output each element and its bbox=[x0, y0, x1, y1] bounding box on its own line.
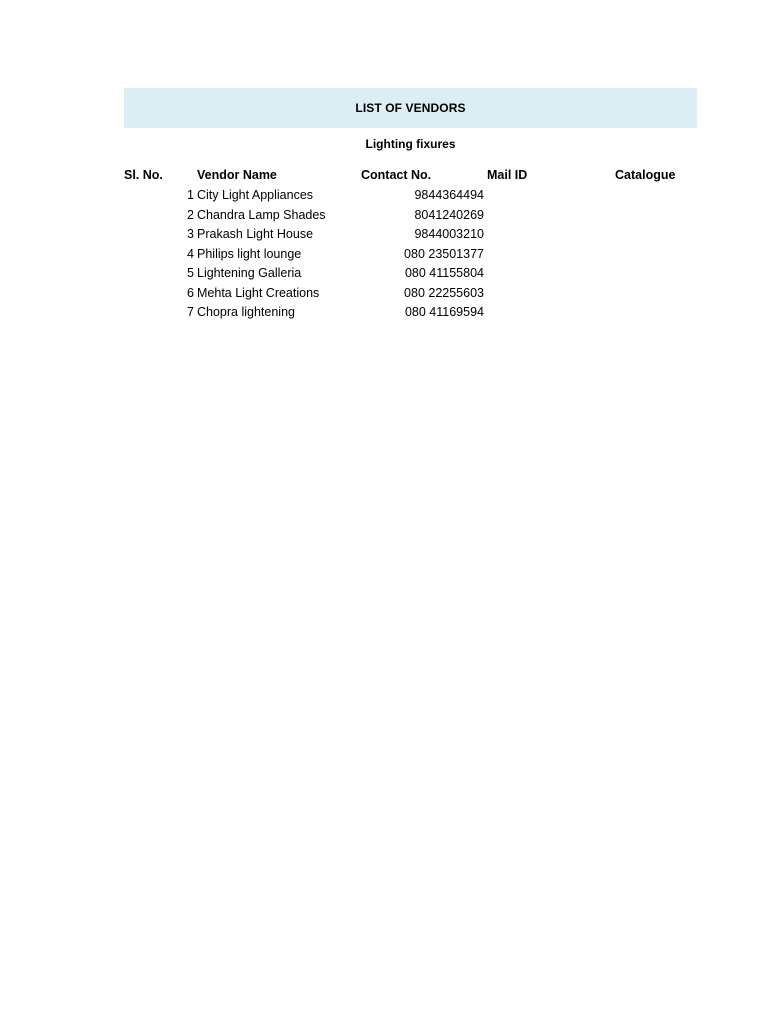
table-row bbox=[124, 186, 697, 206]
vendor-name-cell: Philips light lounge bbox=[197, 246, 302, 261]
header-contact-no: Contact No. bbox=[361, 168, 432, 182]
sl-no-cell: 5 bbox=[187, 266, 194, 280]
contact-no-cell: 080 22255603 bbox=[404, 285, 484, 300]
table-row bbox=[124, 225, 697, 245]
contact-no-cell: 9844003210 bbox=[414, 227, 484, 241]
vendor-name-cell: Chandra Lamp Shades bbox=[197, 207, 326, 222]
sl-no-cell: 7 bbox=[187, 305, 194, 319]
sl-no-cell: 6 bbox=[187, 285, 194, 300]
table-row bbox=[124, 206, 697, 226]
vendor-name-cell: Prakash Light House bbox=[197, 227, 314, 241]
table-row bbox=[124, 264, 697, 284]
table-row bbox=[124, 245, 697, 265]
vendor-name-cell: Mehta Light Creations bbox=[197, 285, 320, 300]
contact-no-cell: 080 23501377 bbox=[404, 246, 484, 261]
header-vendor-name: Vendor Name bbox=[197, 168, 277, 182]
sl-no-cell: 3 bbox=[187, 227, 194, 241]
table-row bbox=[124, 284, 697, 304]
table-row bbox=[124, 303, 697, 323]
contact-no-cell: 8041240269 bbox=[414, 207, 484, 222]
sl-no-cell: 4 bbox=[187, 246, 194, 261]
sl-no-cell: 2 bbox=[187, 207, 194, 222]
title-band bbox=[124, 88, 697, 128]
sl-no-cell: 1 bbox=[187, 188, 194, 202]
vendor-table-body bbox=[124, 186, 697, 323]
contact-no-cell: 9844364494 bbox=[414, 188, 484, 202]
document-title: LIST OF VENDORS bbox=[355, 101, 466, 115]
vendor-name-cell: Chopra lightening bbox=[197, 305, 295, 319]
header-catalogue: Catalogue bbox=[615, 168, 676, 182]
header-mail-id: Mail ID bbox=[487, 168, 528, 182]
vendor-name-cell: City Light Appliances bbox=[197, 188, 314, 202]
vendor-name-cell: Lightening Galleria bbox=[197, 266, 302, 280]
header-sl-no: Sl. No. bbox=[124, 168, 163, 182]
contact-no-cell: 080 41169594 bbox=[404, 305, 484, 319]
document-subtitle: Lighting fixures bbox=[365, 137, 456, 151]
contact-no-cell: 080 41155804 bbox=[404, 266, 484, 280]
